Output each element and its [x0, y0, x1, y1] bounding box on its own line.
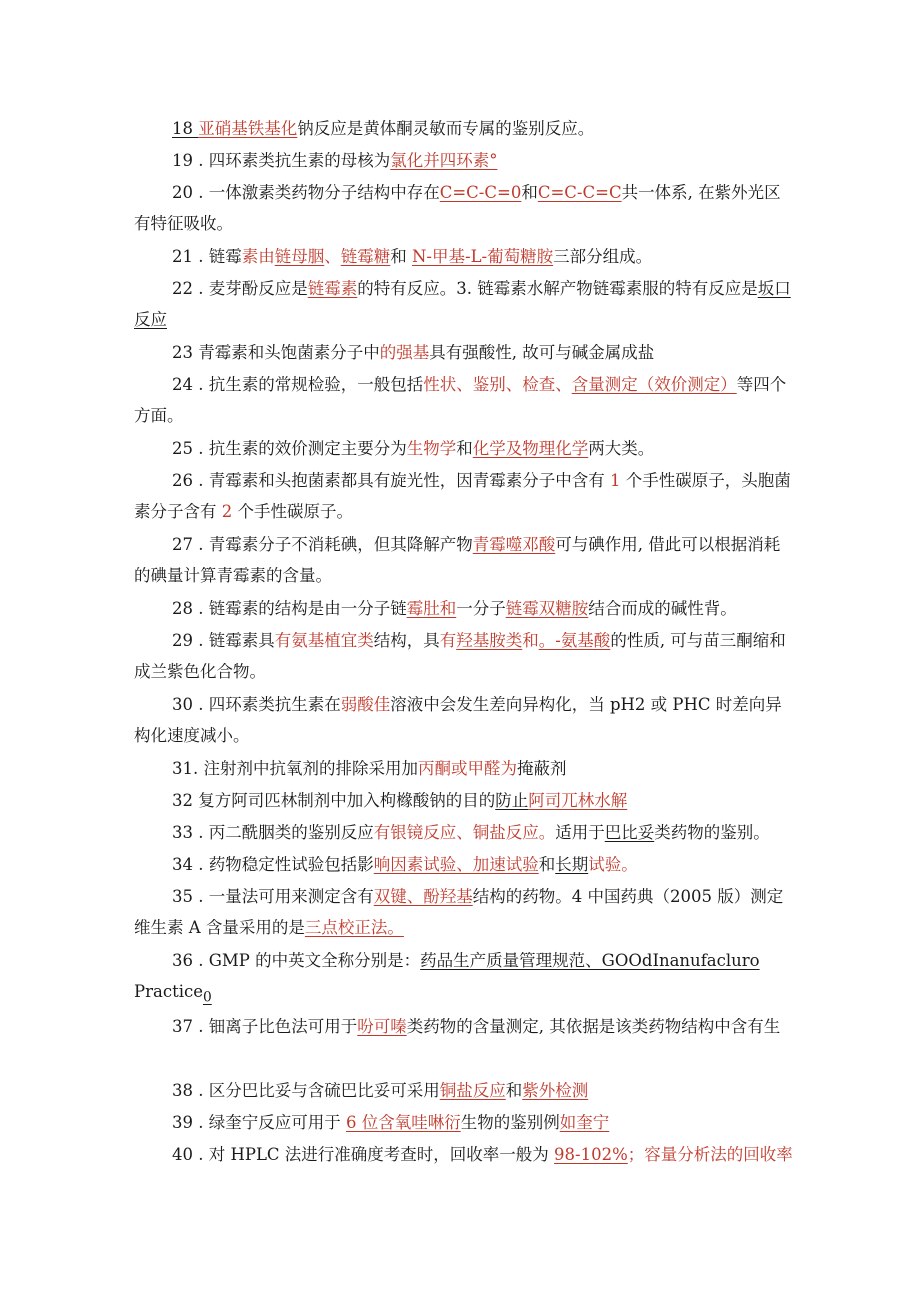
- text-segment: 链母胭: [274, 247, 325, 266]
- question-23: [134, 337, 794, 368]
- text-segment: 链霉双糖胺: [505, 599, 589, 618]
- text-segment: 30 . 四环素类抗生素在: [172, 695, 341, 714]
- text-segment: 。-氨基酸: [538, 631, 611, 650]
- text-segment: 一分子: [456, 599, 506, 618]
- text-segment: 含量测定（效价测定）: [571, 375, 737, 394]
- text-segment: 有氨基植宜类: [274, 631, 374, 650]
- text-segment: 霉肚和: [406, 599, 457, 618]
- text-segment: 三部分组成。: [553, 247, 653, 266]
- text-segment: 38 . 区分巴比妥与含硫巴比妥可采用: [172, 1081, 440, 1100]
- text-segment: 21 . 链霉: [172, 247, 242, 266]
- text-segment: 31. 注射剂中抗氧剂的排除采用加: [172, 759, 418, 778]
- text-segment: 33 . 丙二酰胭类的鉴别反应: [172, 823, 374, 842]
- question-35: [134, 881, 794, 943]
- text-segment: 阿司兀林水解: [528, 791, 628, 810]
- text-segment: 24 . 抗生素的常规检验，一般包括: [172, 375, 424, 394]
- text-segment: 可与碘作用, 借此可以根据消耗的碘量计算青霉素的含量。: [134, 535, 781, 585]
- question-26: [134, 465, 794, 527]
- text-segment: 化学及物理化学: [472, 439, 589, 458]
- question-32: [134, 785, 794, 816]
- question-18: [134, 113, 794, 144]
- text-segment: 两大类。: [588, 439, 655, 458]
- question-38: [134, 1075, 794, 1106]
- text-segment: N-甲基-L-葡萄糖胺: [411, 247, 554, 266]
- text-segment: ；容量分析法的回收率: [627, 1145, 793, 1164]
- text-segment: 双键、酚羟基: [373, 887, 473, 906]
- text-segment: 和: [456, 439, 473, 458]
- text-segment: 2: [221, 502, 233, 521]
- question-31: [134, 753, 794, 784]
- text-segment: 36 . GMP 的中英文全称分别是：: [172, 951, 421, 970]
- text-segment: 37 . 钿离子比色法可用于: [172, 1017, 358, 1036]
- text-segment: 响因素试验、加速试验: [373, 855, 539, 874]
- text-segment: 、: [324, 247, 341, 266]
- text-segment: 25 . 抗生素的效价测定主要分为: [172, 439, 407, 458]
- text-segment: 弱酸佳: [340, 695, 391, 714]
- text-segment: 和: [521, 183, 538, 202]
- text-segment: 类药物的含量测定, 其依据是该类药物结构中含有生: [406, 1017, 781, 1036]
- text-segment: Practice: [134, 982, 203, 1001]
- text-segment: 23 青霉素和头饱菌素分子中: [172, 343, 380, 362]
- text-segment: 和: [538, 855, 556, 874]
- text-segment: 试验。: [588, 855, 638, 874]
- text-segment: 长期: [555, 855, 589, 874]
- text-segment: 羟基胺类: [456, 631, 523, 650]
- text-segment: 共一体系, 在紫外光区有特征吸收。: [134, 183, 781, 233]
- text-segment: 34 . 药物稳定性试验包括影: [172, 855, 374, 874]
- text-segment: 如奎宁: [559, 1113, 610, 1132]
- text-segment: 三点校正法。: [304, 918, 404, 937]
- text-segment: 26 . 青霉素和头抱菌素都具有旋光性，因青霉素分子中含有: [172, 471, 610, 490]
- question-36: [134, 945, 794, 1013]
- text-segment: 链霉素: [307, 279, 358, 298]
- text-segment: 链霉糖: [340, 247, 391, 266]
- text-segment: 亚硝基铁基化: [198, 119, 298, 138]
- text-segment: 28 . 链霉素的结构是由一分子链: [172, 599, 407, 618]
- text-segment: 18: [172, 119, 199, 138]
- text-segment: 29 . 链霉素具: [172, 631, 275, 650]
- text-segment: 27 . 青霉素分子不消耗碘，但其降解产物: [172, 535, 473, 554]
- text-segment: 20 . 一体激素类药物分子结构中存在: [172, 183, 440, 202]
- text-segment: 紫外检测: [522, 1081, 589, 1100]
- text-segment: 6 位含氧哇啉衍: [345, 1113, 461, 1132]
- text-segment: 结构，具: [373, 631, 440, 650]
- text-segment: 丙酮或甲醛为: [418, 759, 517, 778]
- question-29: [134, 625, 794, 687]
- text-segment: 具有强酸性, 故可与碱金属成盐: [429, 343, 655, 362]
- text-segment: 个手性碳原子。: [232, 502, 353, 521]
- question-25: [134, 433, 794, 464]
- text-segment: 有: [439, 631, 457, 650]
- text-segment: 适用于: [555, 823, 605, 842]
- text-segment: 40 . 对 HPLC 法进行准确度考查时，回收率一般为: [172, 1145, 555, 1164]
- question-19: [134, 145, 794, 176]
- question-37: [134, 1011, 794, 1042]
- text-segment: 钠反应是黄体酮灵敏而专属的鉴别反应。: [297, 119, 595, 138]
- text-segment: 有银镜反应、铜盐反应。: [373, 823, 556, 842]
- text-segment: 0: [202, 989, 212, 1006]
- text-segment: 青霉噬邓酸: [472, 535, 556, 554]
- text-segment: 等四个方面。: [134, 375, 787, 425]
- question-24: [134, 369, 794, 431]
- question-27: [134, 529, 794, 591]
- text-segment: 19 . 四环素类抗生素的母核为: [172, 151, 391, 170]
- text-segment: 生物学: [406, 439, 457, 458]
- question-30: [134, 689, 794, 751]
- text-segment: 巴比妥: [604, 823, 655, 842]
- text-segment: 生物的鉴别例: [460, 1113, 560, 1132]
- text-segment: 坂口反应: [134, 279, 791, 329]
- question-39: [134, 1107, 794, 1138]
- text-segment: 性状、鉴别、检查、: [423, 375, 572, 394]
- text-segment: 1: [609, 471, 621, 490]
- question-34: [134, 849, 794, 880]
- text-segment: 和: [522, 631, 539, 650]
- question-22: [134, 273, 794, 335]
- text-segment: 和: [505, 1081, 523, 1100]
- text-segment: 32 复方阿司匹林制剂中加入枸橼酸钠的目的: [172, 791, 496, 810]
- text-segment: 22 . 麦芽酚反应是: [172, 279, 308, 298]
- text-segment: 98-102%: [554, 1145, 628, 1164]
- text-segment: 药品生产质量管理规范、GOOdInanufacluro: [420, 951, 760, 970]
- question-28: [134, 593, 794, 624]
- text-segment: 铜盐反应: [439, 1081, 506, 1100]
- text-segment: 的强基: [379, 343, 430, 362]
- text-segment: 的特有反应。3. 链霉素水解产物链霉素服的特有反应是: [357, 279, 758, 298]
- question-21: [134, 241, 794, 272]
- question-40: [134, 1139, 794, 1170]
- text-segment: 防止: [495, 791, 529, 810]
- text-segment: 35 . 一量法可用来测定含有: [172, 887, 374, 906]
- text-segment: 类药物的鉴别。: [654, 823, 770, 842]
- text-segment: 吩可嗪: [357, 1017, 407, 1036]
- text-segment: 氯化并四环素°: [390, 151, 498, 170]
- text-segment: 个手性碳原子，头胞菌素分子含有: [134, 471, 791, 521]
- text-segment: 掩蔽剂: [517, 759, 567, 778]
- text-segment: C=C-C=0: [439, 183, 522, 202]
- text-segment: 和: [390, 247, 412, 266]
- question-33: [134, 817, 794, 848]
- text-segment: 的性质, 可与苗三酮缩和成兰紫色化合物。: [134, 631, 786, 681]
- text-segment: 溶液中会发生差向异构化，当 pH2 或 PHC 时差向异构化速度减小。: [134, 695, 782, 745]
- text-segment: 结合而成的碱性背。: [588, 599, 737, 618]
- text-segment: C=C-C=C: [537, 183, 622, 202]
- text-segment: 素由: [241, 247, 275, 266]
- text-segment: 39 . 绿奎宁反应可用于: [172, 1113, 346, 1132]
- text-segment: 结构的药物。4 中国药典（2005 版）测定维生素 A 含量采用的是: [134, 887, 784, 937]
- question-20: [134, 177, 794, 239]
